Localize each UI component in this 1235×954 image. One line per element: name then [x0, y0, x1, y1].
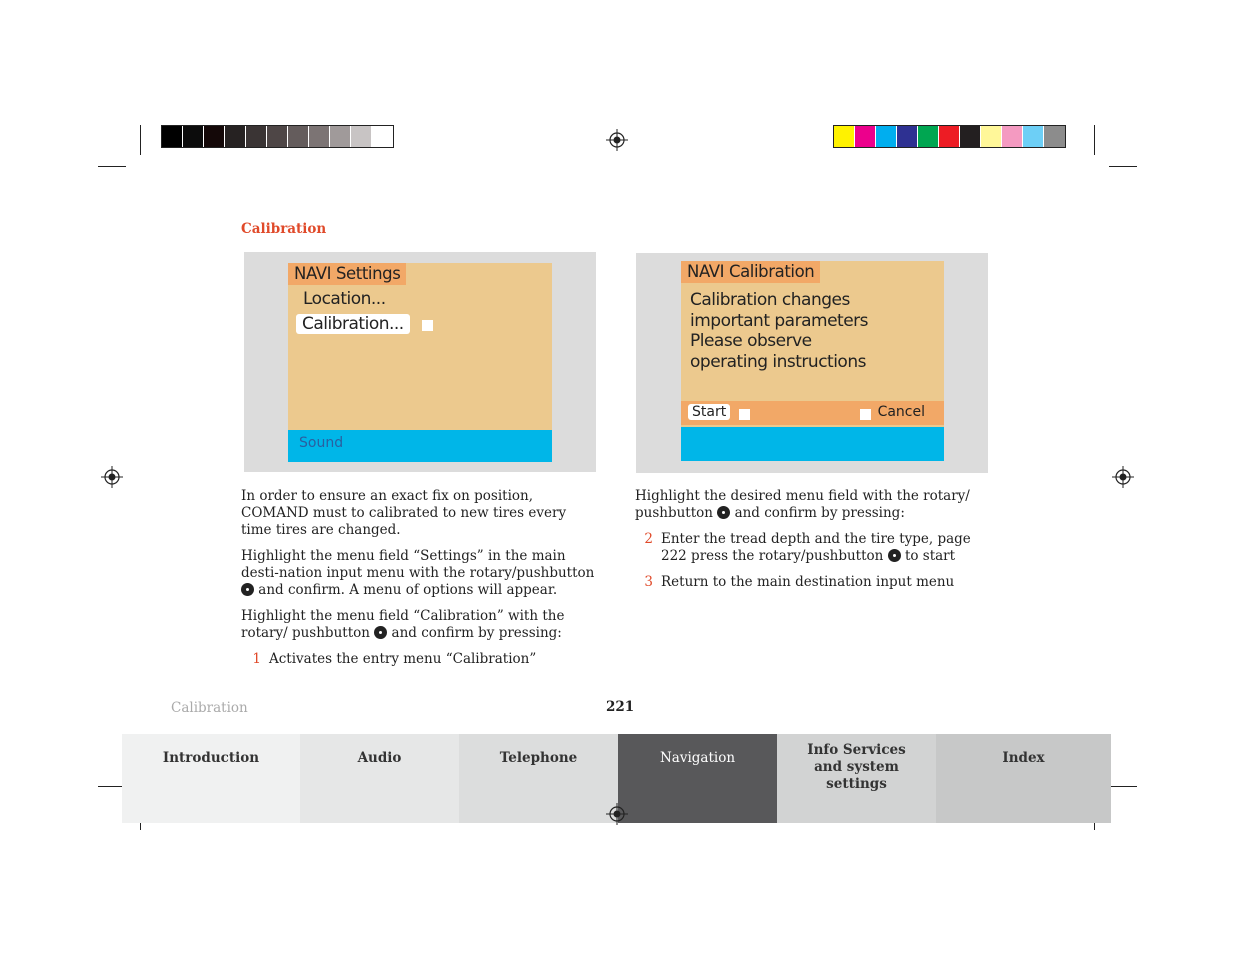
screen-panel-calibration — [636, 253, 988, 473]
color-swatch — [183, 126, 204, 147]
paragraph-text: Highlight the menu field “Settings” in the main desti-nation input menu with the rotary/pushbutton — [241, 548, 595, 581]
step-item — [241, 651, 597, 668]
screen-panel-settings — [244, 252, 596, 472]
registration-target-icon — [101, 466, 123, 488]
registration-target-icon — [606, 803, 628, 825]
screen-message-line: Please observe — [690, 331, 812, 351]
crop-mark — [1109, 166, 1137, 167]
rotary-pushbutton-icon — [241, 583, 254, 596]
step-number: 1 — [252, 651, 261, 667]
color-swatch — [960, 126, 981, 147]
crop-mark — [1109, 786, 1137, 787]
color-swatch — [1023, 126, 1044, 147]
rotary-pushbutton-icon — [374, 626, 387, 639]
step-text: Activates the entry menu “Calibration” — [269, 651, 537, 667]
color-swatch — [330, 126, 351, 147]
selection-marker — [739, 409, 750, 420]
tab-introduction[interactable] — [122, 734, 300, 823]
color-swatch — [267, 126, 288, 147]
grayscale-bar — [161, 125, 394, 148]
section-title: Calibration — [241, 221, 327, 237]
color-swatch — [162, 126, 183, 147]
color-swatch — [939, 126, 960, 147]
screen-message-line: operating instructions — [690, 352, 866, 372]
bottom-menu-bar — [681, 427, 944, 461]
paragraph — [635, 488, 985, 522]
start-button[interactable]: Start — [688, 404, 730, 420]
color-swatch — [246, 126, 267, 147]
registration-target-icon — [606, 129, 628, 151]
step-text-part: Enter the tread depth and the tire type, page 222 press the rotary/pushbutton — [661, 531, 971, 564]
crop-mark — [140, 125, 141, 155]
screen-title: NAVI Calibration — [681, 261, 820, 283]
step-item — [633, 531, 985, 565]
registration-target-icon — [1112, 466, 1134, 488]
selection-marker — [860, 409, 871, 420]
color-swatch — [372, 126, 393, 147]
crop-mark — [98, 166, 126, 167]
color-swatch — [1044, 126, 1065, 147]
selection-marker — [422, 320, 433, 331]
step-item — [633, 574, 985, 591]
left-column-text — [241, 488, 597, 677]
navi-settings-screen — [288, 263, 552, 462]
paragraph-text: and confirm by pressing: — [734, 505, 905, 521]
menu-item-calibration-label: Calibration... — [296, 314, 410, 334]
tab-label: Info Services and system settings — [807, 742, 906, 792]
cancel-button[interactable]: Cancel — [877, 404, 925, 420]
crop-mark — [1094, 125, 1095, 155]
step-text — [661, 531, 985, 565]
menu-item-calibration[interactable] — [296, 314, 410, 334]
footer-section-title: Calibration — [171, 700, 248, 716]
tab-label: Index — [1002, 750, 1045, 766]
tab-label: Telephone — [499, 750, 578, 766]
tab-info-services[interactable] — [777, 734, 936, 823]
color-swatch — [351, 126, 372, 147]
navi-calibration-screen — [681, 261, 944, 461]
paragraph-text: Highlight the menu field “Calibration” with the rotary/ pushbutton — [241, 608, 565, 641]
paragraph-text: and confirm by pressing: — [391, 625, 562, 641]
color-swatch — [204, 126, 225, 147]
color-bar — [833, 125, 1066, 148]
paragraph — [241, 608, 597, 642]
color-swatch — [855, 126, 876, 147]
tab-label: Introduction — [162, 750, 260, 766]
page-number: 221 — [606, 699, 635, 715]
tab-index[interactable] — [936, 734, 1111, 823]
right-column-text — [635, 488, 985, 600]
tab-label: Navigation — [659, 750, 736, 766]
paragraph: In order to ensure an exact fix on position, COMAND must to calibrated to new tires every time tires are changed. — [241, 488, 567, 538]
tab-label: Audio — [357, 750, 402, 766]
paragraph — [241, 548, 597, 599]
color-swatch — [288, 126, 309, 147]
color-swatch — [309, 126, 330, 147]
step-text: Return to the main destination input menu — [661, 574, 955, 590]
step-number: 2 — [644, 531, 653, 547]
tab-telephone[interactable] — [459, 734, 618, 823]
color-swatch — [897, 126, 918, 147]
menu-item-location[interactable]: Location... — [303, 289, 386, 309]
color-swatch — [918, 126, 939, 147]
color-swatch — [225, 126, 246, 147]
screen-message-line: Calibration changes — [690, 290, 850, 310]
tab-audio[interactable] — [300, 734, 459, 823]
color-swatch — [876, 126, 897, 147]
color-swatch — [1002, 126, 1023, 147]
action-row — [681, 401, 944, 425]
screen-title: NAVI Settings — [288, 263, 406, 285]
paragraph-text: and confirm. A menu of options will appear. — [258, 582, 558, 598]
color-swatch — [981, 126, 1002, 147]
rotary-pushbutton-icon — [717, 506, 730, 519]
bottom-menu-bar — [288, 430, 552, 462]
color-swatch — [834, 126, 855, 147]
screen-message-line: important parameters — [690, 311, 868, 331]
tab-navigation[interactable] — [618, 734, 777, 823]
rotary-pushbutton-icon — [888, 549, 901, 562]
paragraph-text: Highlight the desired menu field with the rotary/ pushbutton — [635, 488, 970, 521]
step-text-part: to start — [904, 548, 956, 564]
step-number: 3 — [644, 574, 653, 590]
menu-item-sound[interactable]: Sound — [299, 435, 344, 451]
